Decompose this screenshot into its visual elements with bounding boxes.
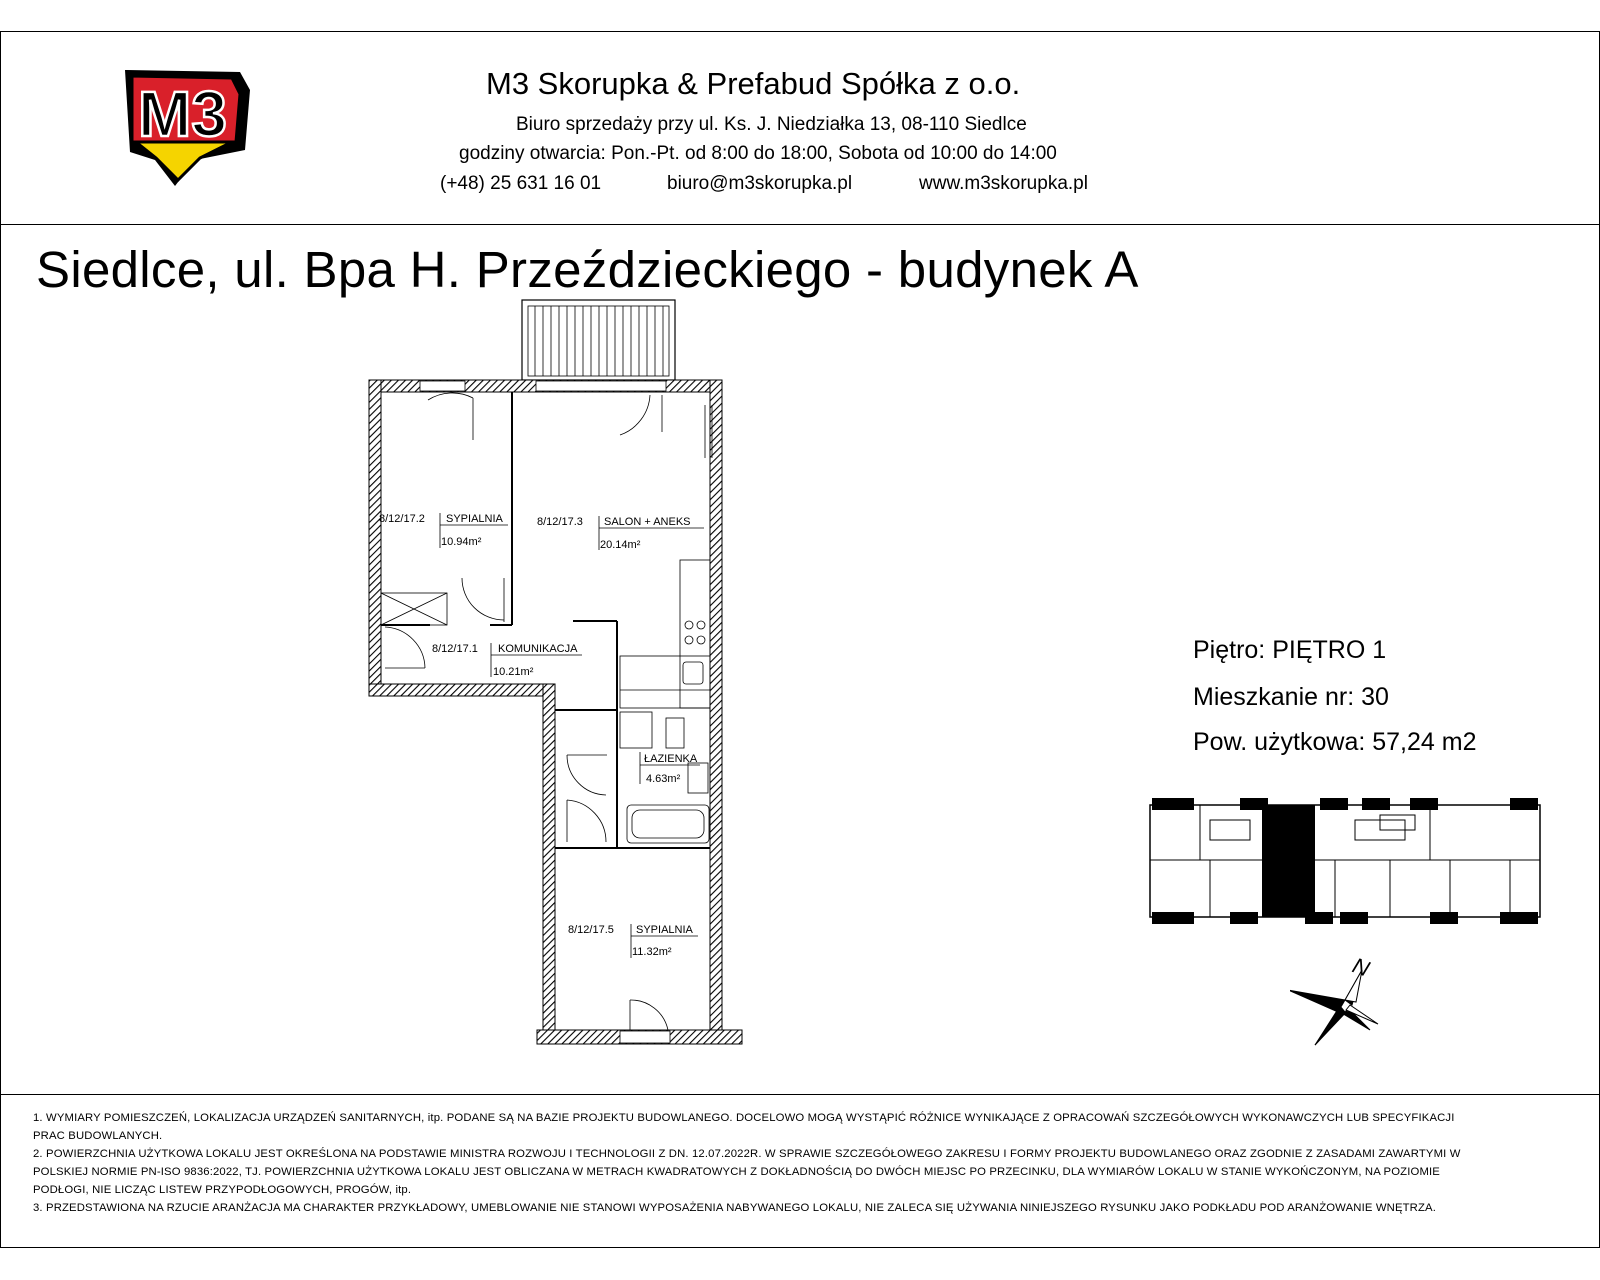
room-code-bedroom-1: 8/12/17.2 — [379, 513, 425, 525]
note-2: 2. POWIERZCHNIA UŻYTKOWA LOKALU JEST OKREŚLONA NA PODSTAWIE MINISTRA ROZWOJU I TECHNOLOGII Z DN. 12.07.2022R. W SPRAWIE SZCZEGÓŁOWEGO ZAKRESU I FORMY PROJEKTU BUDOWLANEGO ORAZ ZGODNIE Z ZASADAMI ZAWARTYMI W POLSKIEJ NORMIE PN-ISO 9836:2022, TJ. POWIERZCHNIA UŻYTKOWA LOKALU JEST OBLICZANA W METRACH KWADRATOWYCH Z DOKŁADNOŚCIĄ DO DWÓCH MIEJSC PO PRZECINKU, DLA WYMIARÓW LOKALU W STANIE WYKOŃCZONYM, NA POZIOMIE PODŁOGI, NIE LICZĄC LISTEW PRZYPODŁOGOWYCH, PROGÓW, itp. — [33, 1148, 1461, 1196]
building-key-plan — [1140, 790, 1550, 940]
floor-info: Piętro: PIĘTRO 1 — [1193, 636, 1387, 664]
room-area-living: 20.14m² — [600, 539, 641, 551]
office-address: Biuro sprzedaży przy ul. Ks. J. Niedziałka 13, 08-110 Siedlce — [516, 114, 1027, 135]
apartment-number: Mieszkanie nr: 30 — [1193, 683, 1389, 711]
email-address: biuro@m3skorupka.pl — [667, 173, 853, 194]
doors — [385, 393, 668, 1030]
room-code-bedroom-2: 8/12/17.5 — [568, 924, 614, 936]
opening-hours: godziny otwarcia: Pon.-Pt. od 8:00 do 18:00, Sobota od 10:00 do 14:00 — [459, 143, 1057, 164]
room-name-bathroom: ŁAZIENKA — [644, 753, 698, 765]
room-area-bedroom-1: 10.94m² — [441, 536, 482, 548]
phone-number: (+48) 25 631 16 01 — [440, 173, 602, 194]
walls — [369, 380, 742, 1044]
room-name-hall: KOMUNIKACJA — [498, 643, 578, 655]
room-name-bedroom-2: SYPIALNIA — [636, 924, 693, 936]
room-code-hall: 8/12/17.1 — [432, 643, 478, 655]
room-area-bedroom-2: 11.32m² — [632, 946, 672, 958]
room-name-bedroom-1: SYPIALNIA — [446, 513, 503, 525]
usable-area: Pow. użytkowa: 57,24 m2 — [1193, 728, 1477, 756]
logo-text: M3 — [138, 78, 227, 150]
note-1: 1. WYMIARY POMIESZCZEŃ, LOKALIZACJA URZĄDZEŃ SANITARNYCH, itp. PODANE SĄ NA BAZIE PROJEKTU BUDOWLANEGO. DOCELOWO MOGĄ WYSTĄPIĆ RÓŻNICE WYNIKAJĄCE Z OPRACOWAŃ SZCZEGÓŁOWYCH WYKONAWCZYCH LUB SPECYFIKACJI PRAC BUDOWLANYCH. — [33, 1112, 1455, 1142]
floor-plan — [360, 290, 760, 1080]
website: www.m3skorupka.pl — [919, 173, 1088, 194]
kitchen-unit — [620, 405, 712, 708]
page-title: Siedlce, ul. Bpa H. Przeździeckiego - budynek A — [36, 241, 1139, 298]
room-area-hall: 10.21m² — [493, 666, 534, 678]
company-logo — [100, 60, 270, 195]
note-3: 3. PRZEDSTAWIONA NA RZUCIE ARANŻACJA MA CHARAKTER PRZYKŁADOWY, UMEBLOWANIE NIE STANOWI WYPOSAŻENIA NABYWANEGO LOKALU, NIE ZALECA SIĘ UŻYWANIA NINIEJSZEGO RYSUNKU JAKO PODKŁADU POD ARANŻOWANIE WNĘTRZA. — [33, 1202, 1437, 1214]
wardrobe — [381, 593, 447, 625]
north-label: N — [1349, 952, 1373, 982]
room-area-bathroom: 4.63m² — [646, 773, 681, 785]
north-arrow — [1290, 950, 1410, 1070]
company-name: M3 Skorupka & Prefabud Spółka z o.o. — [486, 66, 1021, 101]
room-name-living: SALON + ANEKS — [604, 516, 691, 528]
room-code-living: 8/12/17.3 — [537, 516, 583, 528]
notes — [33, 1109, 1473, 1217]
balcony — [522, 300, 675, 380]
